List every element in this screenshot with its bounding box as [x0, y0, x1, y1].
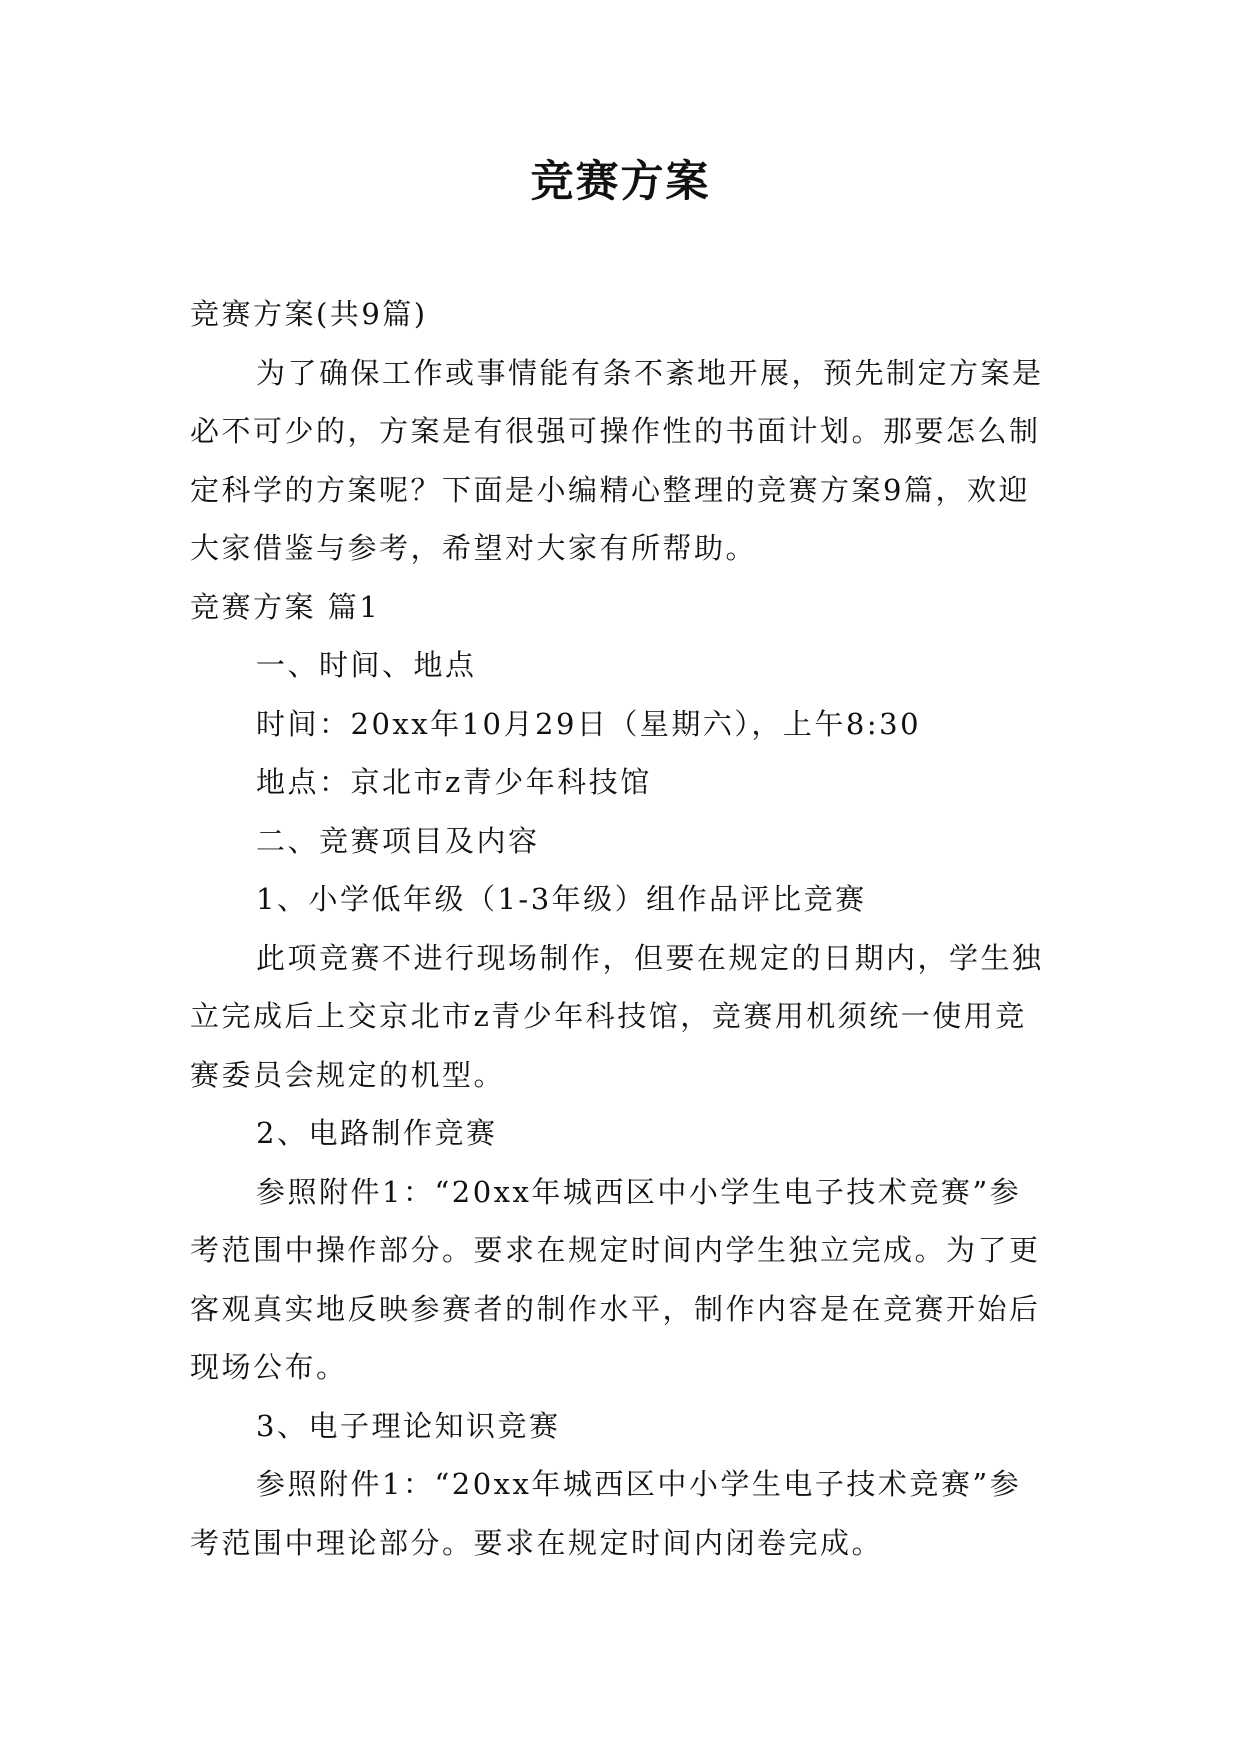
paragraph-place: 地点：京北市z青少年科技馆 — [256, 765, 652, 799]
paragraph-heading-collection: 竞赛方案(共9篇) — [190, 297, 428, 331]
paragraph-item-3-title: 3、电子理论知识竞赛 — [256, 1408, 561, 1443]
paragraph-item-3-body: 参照附件1：“20xx年城西区中小学生电子技术竞赛”参考范围中理论部分。要求在规定时间内闭卷完成。 — [190, 1467, 1022, 1560]
paragraph-item-1-body: 此项竞赛不进行现场制作，但要在规定的日期内，学生独立完成后上交京北市z青少年科技馆，竞赛用机须统一使用竞赛委员会规定的机型。 — [190, 940, 1044, 1092]
paragraph-item-2-body: 参照附件1：“20xx年城西区中小学生电子技术竞赛”参考范围中操作部分。要求在规定时间内学生独立完成。为了更客观真实地反映参赛者的制作水平，制作内容是在竞赛开始后现场公布。 — [190, 1174, 1041, 1384]
paragraph-item-1-title: 1、小学低年级（1-3年级）组作品评比竞赛 — [256, 882, 867, 916]
paragraph-item-2-title: 2、电路制作竞赛 — [256, 1116, 498, 1150]
paragraph-items-heading: 二、竞赛项目及内容 — [256, 823, 540, 858]
paragraph-intro: 为了确保工作或事情能有条不紊地开展，预先制定方案是必不可少的，方案是有很强可操作性的书面计划。那要怎么制定科学的方案呢？下面是小编精心整理的竞赛方案9篇，欢迎大家借鉴与参考，希望对大家有所帮助。 — [190, 355, 1044, 565]
document-title: 竞赛方案 — [530, 157, 711, 207]
document-body — [190, 285, 1050, 1572]
paragraph-time: 时间：20xx年10月29日（星期六），上午8:30 — [256, 706, 922, 741]
paragraph-section-title: 竞赛方案 篇1 — [190, 589, 381, 624]
paragraph-time-place-heading: 一、时间、地点 — [256, 648, 477, 682]
